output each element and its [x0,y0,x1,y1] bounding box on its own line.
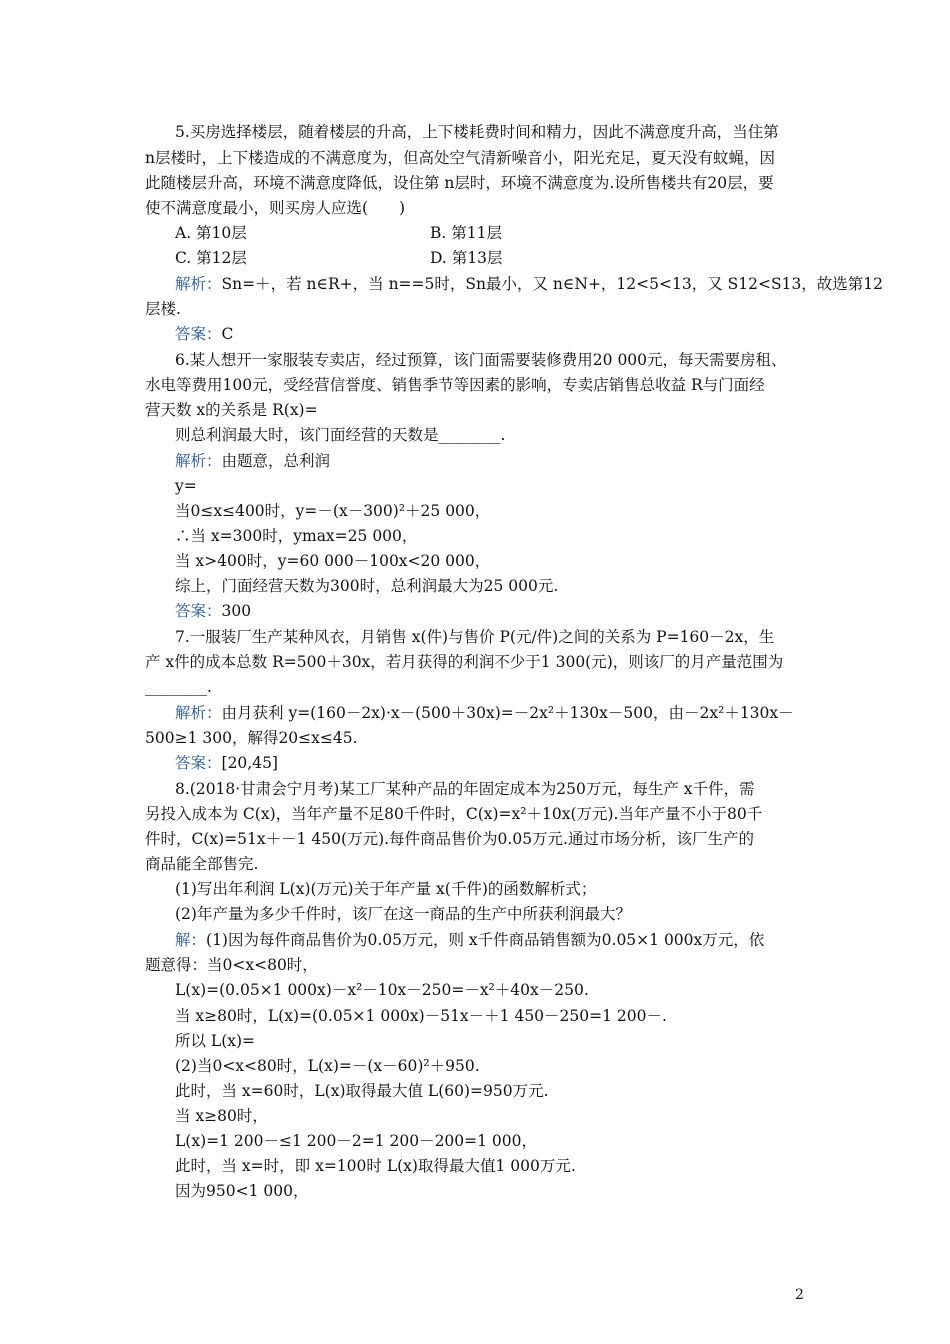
solution-text: 由题意，总利润 [221,452,331,470]
q5-option-a: A. 第10层 [175,224,247,242]
solution-text: 由月获利 y=(160－2x)·x－(500＋30x)=－2x²＋130x－500，由－2x²＋130x－ [221,704,794,722]
q5-option-c: C. 第12层 [175,249,247,267]
q7-solution-line-2: 500≥1 300，解得20≤x≤45. [145,729,358,747]
q5-answer [175,323,233,345]
answer-value: [20,45] [221,754,278,772]
solution-label: 解析： [175,452,222,470]
q6-solution-line-5: 当 x>400时，y=60 000－100x<20 000， [175,552,491,570]
q5-text-line-2: n层楼时，上下楼造成的不满意度为，但高处空气清新噪音小，阳光充足，夏天没有蚊蝇，因 [145,149,775,167]
q5-text-line-1: 5.买房选择楼层，随着楼层的升高，上下楼耗费时间和精力，因此不满意度升高，当住第 [175,123,779,141]
q8-solution-line-9: L(x)=1 200－≤1 200－2=1 200－200=1 000， [175,1132,538,1150]
q7-text-line-3: ________. [145,678,212,696]
q8-solution-line-1 [175,929,764,951]
answer-label: 答案： [175,602,222,620]
q8-solution-line-4: 当 x≥80时，L(x)=(0.05×1 000x)－51x－＋1 450－250=1 200－. [175,1007,667,1025]
q8-solution-line-7: 此时，当 x=60时，L(x)取得最大值 L(60)=950万元. [175,1082,549,1100]
q5-text-line-3: 此随楼层升高，环境不满意度降低，设住第 n层时，环境不满意度为.设所售楼共有20层，要 [145,174,774,192]
solution-text: (1)因为每件商品售价为0.05万元，则 x千件商品销售额为0.05×1 000x万元，依 [206,931,765,949]
q8-solution-line-11: 因为950<1 000， [175,1182,309,1200]
q7-solution-line-1 [175,702,794,724]
q5-text-line-4: 使不满意度最小，则买房人应选( ) [145,199,406,217]
q5-option-d: D. 第13层 [430,249,503,267]
solution-text: Sn=＋，若 n∈R+，当 n==5时，Sn最小，又 n∈N+，12<5<13，又 S12<S13，故选第12 [221,275,884,293]
q8-text-line-2: 另投入成本为 C(x)，当年产量不足80千件时，C(x)=x²＋10x(万元).当年产量不小于80千 [145,805,763,823]
q7-text-line-2: 产 x件的成本总数 R=500＋30x，若月获得的利润不少于1 300(元)，则该厂的月产量范围为 [145,653,784,671]
q6-text-line-2: 水电等费用100元，受经营信誉度、销售季节等因素的影响，专卖店销售总收益 R与门面经 [145,376,765,394]
q6-solution-line-2: y= [175,477,197,495]
answer-label: 答案： [175,754,222,772]
q8-solution-line-8: 当 x≥80时， [175,1107,268,1125]
q6-solution-line-3: 当0≤x≤400时，y=－(x－300)²＋25 000， [175,502,491,520]
q6-solution-line-4: ∴当 x=300时，ymax=25 000， [175,527,418,545]
q8-text-line-1: 8.(2018·甘肃会宁月考)某工厂某种产品的年固定成本为250万元，每生产 x千件，需 [175,780,755,798]
q8-solution-line-6: (2)当0<x<80时，L(x)=－(x－60)²＋950. [175,1057,480,1075]
q7-answer [175,752,278,774]
q8-text-line-4: 商品能全部售完. [145,855,259,873]
q6-text-line-3: 营天数 x的关系是 R(x)= [145,401,318,419]
answer-label: 答案： [175,325,222,343]
q6-solution-line-6: 综上，门面经营天数为300时，总利润最大为25 000元. [175,577,559,595]
answer-value: 300 [221,602,252,620]
q8-solution-line-2: 题意得：当0<x<80时， [145,956,318,974]
q8-text-line-3: 件时，C(x)=51x＋－1 450(万元).每件商品售价为0.05万元.通过市场分析，该厂生产的 [145,830,754,848]
q8-solution-line-10: 此时，当 x=时，即 x=100时 L(x)取得最大值1 000万元. [175,1157,576,1175]
q6-text-line-1: 6.某人想开一家服装专卖店，经过预算，该门面需要装修费用20 000元，每天需要房租、 [175,351,787,369]
q8-solution-line-3: L(x)=(0.05×1 000x)－x²－10x－250=－x²＋40x－250. [175,981,589,999]
q6-solution-line-1 [175,450,330,472]
q5-option-b: B. 第11层 [430,224,502,242]
q6-answer [175,600,251,622]
q6-text-line-4: 则总利润最大时，该门面经营的天数是________. [175,426,506,444]
q8-part-1: (1)写出年利润 L(x)(万元)关于年产量 x(千件)的函数解析式； [175,880,597,898]
q8-solution-line-5: 所以 L(x)= [175,1032,256,1050]
page-number: 2 [795,1287,804,1303]
q5-solution-line-1 [175,273,883,295]
q7-text-line-1: 7.一服装厂生产某种风衣，月销售 x(件)与售价 P(元/件)之间的关系为 P=160－2x，生 [175,628,775,646]
answer-value: C [221,325,234,343]
solution-label: 解析： [175,704,222,722]
solution-label: 解析： [175,275,222,293]
q8-part-2: (2)年产量为多少千件时，该厂在这一商品的生产中所获利润最大？ [175,905,631,923]
solution-label: 解： [175,931,207,949]
q5-solution-line-2: 层楼. [145,300,181,318]
